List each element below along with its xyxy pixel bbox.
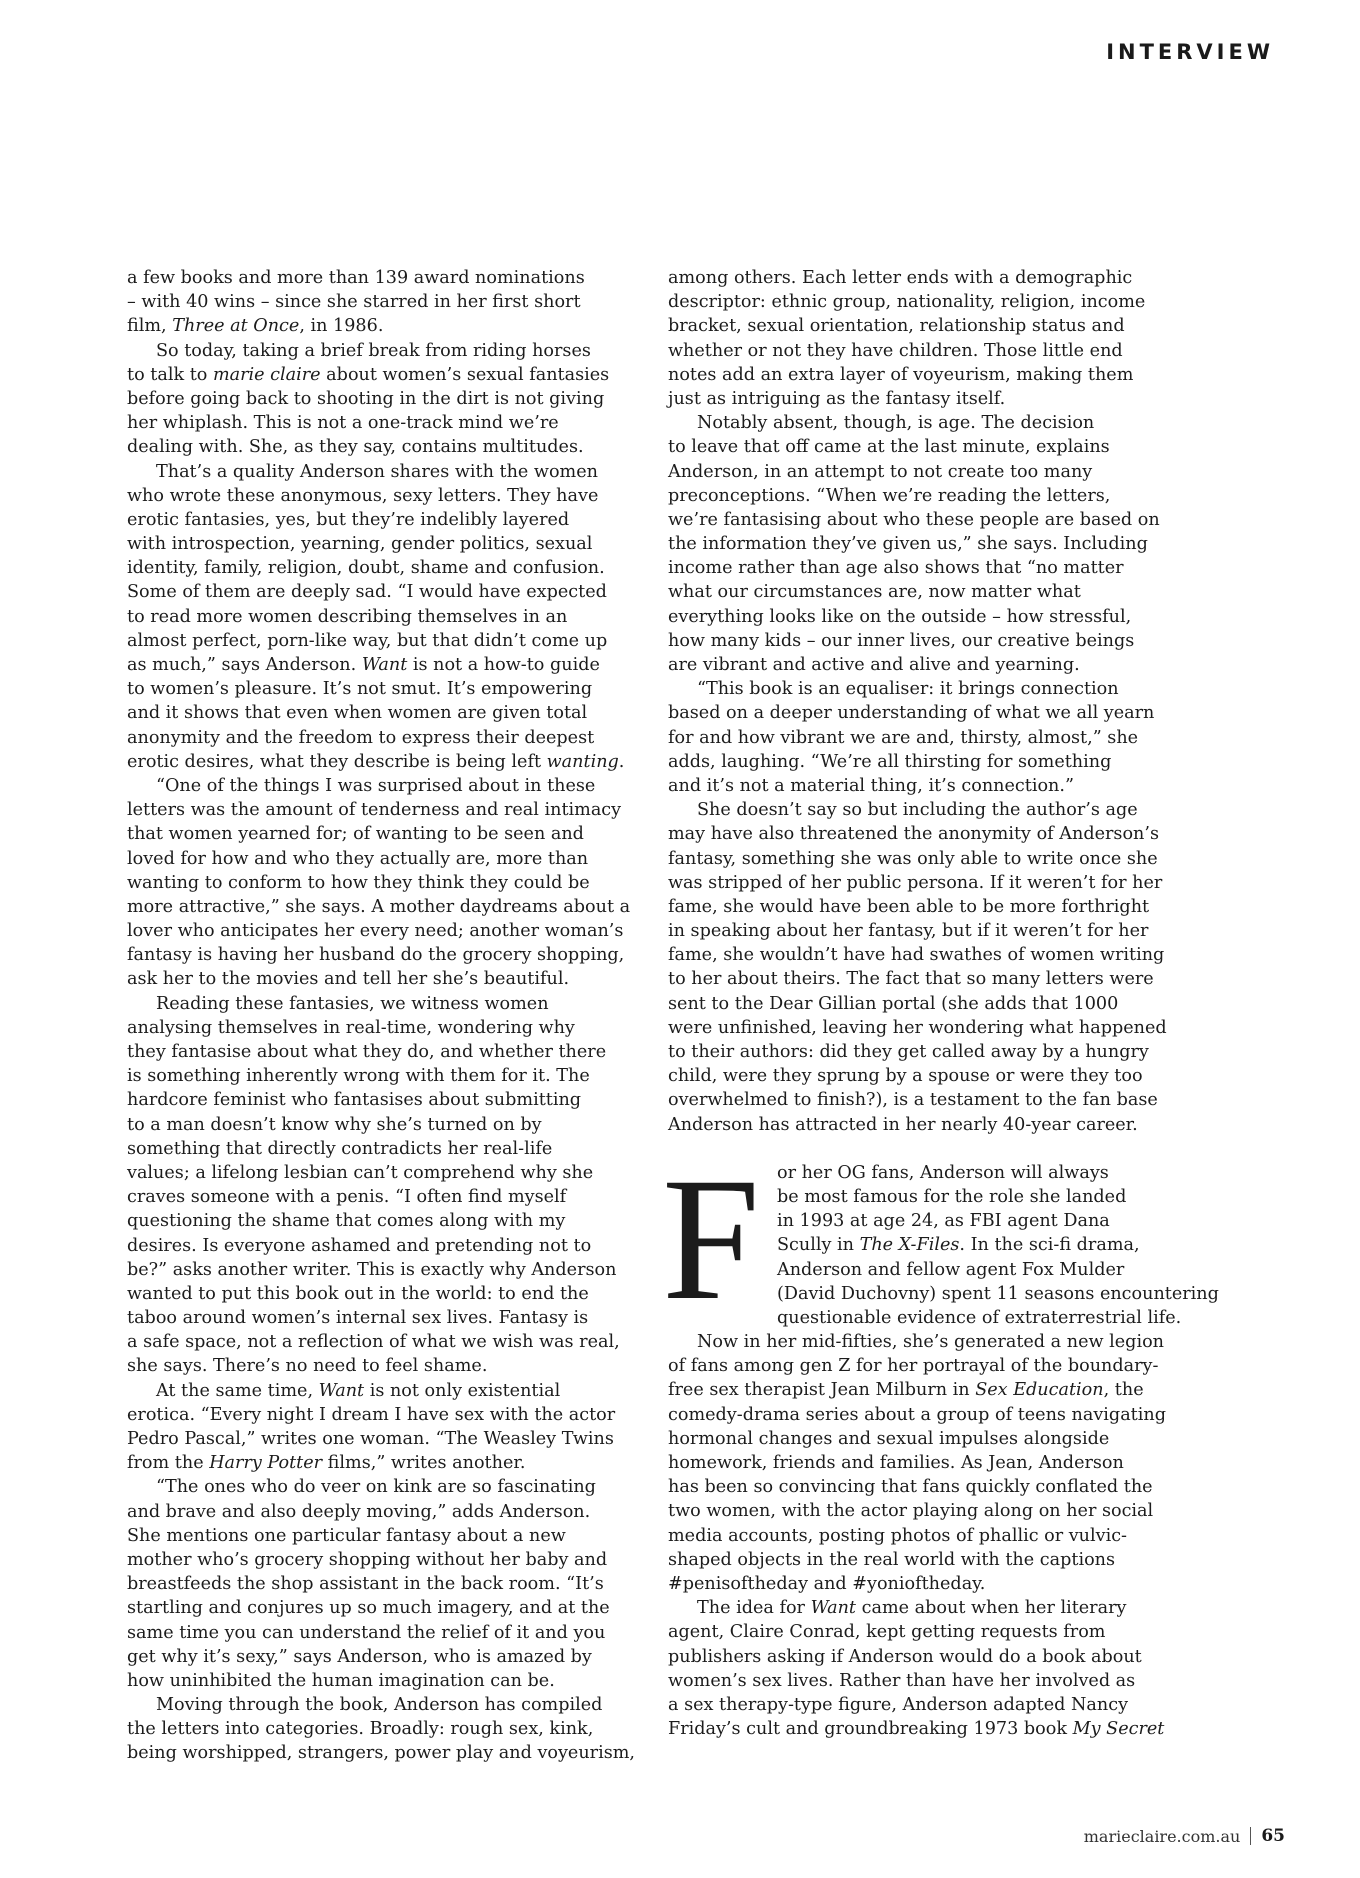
text-run: questionable evidence of extraterrestrial life. <box>777 1307 1182 1328</box>
text-line <box>127 363 640 387</box>
text-line <box>668 1016 1190 1040</box>
text-line <box>127 1524 640 1548</box>
text-run: is not a how-to guide <box>407 655 600 675</box>
text-line <box>127 605 640 629</box>
text-line <box>127 653 640 677</box>
text-run: be?” asks another writer. This is exactly why Anderson <box>127 1259 617 1280</box>
paragraph <box>127 1475 640 1693</box>
text-run: income rather than age also shows that “no matter <box>668 558 1124 579</box>
text-run: Moving through the book, Anderson has compiled <box>156 1695 603 1716</box>
text-run: is not only existential <box>364 1380 561 1401</box>
text-line <box>668 363 1190 387</box>
text-run: before going back to shooting in the dirt is not giving <box>127 388 605 409</box>
text-run: craves someone with a penis. “I often find myself <box>127 1187 567 1208</box>
text-line <box>127 1693 640 1717</box>
paragraph <box>668 266 1190 411</box>
text-run: something that directly contradicts her real-life <box>127 1138 553 1159</box>
text-run: . <box>618 751 625 772</box>
text-run: , in 1986. <box>299 316 384 337</box>
text-run: everything looks like on the outside – how stressful, <box>668 606 1132 627</box>
text-run: same time you can understand the relief of it and you <box>127 1622 606 1643</box>
text-run: she says. There’s no need to feel shame. <box>127 1356 488 1377</box>
text-run: letters was the amount of tenderness and real intimacy <box>127 800 622 821</box>
text-run: Now in her mid-fifties, she’s generated a new legion <box>697 1332 1164 1353</box>
text-line <box>668 556 1190 580</box>
text-line <box>668 1572 1190 1596</box>
text-run: who wrote these anonymous, sexy letters. They have <box>127 485 599 506</box>
text-line <box>127 798 640 822</box>
text-run: She doesn’t say so but including the author’s age <box>697 800 1138 821</box>
text-run: startling and conjures up so much imagery, and at the <box>127 1598 610 1619</box>
text-run: about women’s sexual fantasies <box>320 364 610 385</box>
text-line <box>668 580 1190 604</box>
text-run: mother who’s grocery shopping without her baby and <box>127 1549 608 1570</box>
text-line <box>127 1500 640 1524</box>
text-run: to women’s pleasure. It’s not smut. It’s empowering <box>127 679 593 700</box>
text-line <box>127 1282 640 1306</box>
text-line <box>668 532 1190 556</box>
italic-text: My Secret <box>1072 1719 1165 1740</box>
text-run: media accounts, posting photos of phallic or vulvic- <box>668 1525 1128 1546</box>
text-line <box>127 919 640 943</box>
text-line <box>668 435 1190 459</box>
text-line <box>668 1403 1190 1427</box>
paragraph <box>127 992 640 1379</box>
text-line <box>127 701 640 725</box>
text-line <box>668 605 1190 629</box>
text-run: in 1993 at age 24, as FBI agent Dana <box>777 1211 1110 1232</box>
text-line <box>127 580 640 604</box>
text-run: preconceptions. “When we’re reading the letters, <box>668 485 1111 506</box>
text-line <box>668 1524 1190 1548</box>
text-line <box>127 1621 640 1645</box>
text-run: fantasy, something she was only able to write once she <box>668 848 1158 869</box>
text-line <box>127 339 640 363</box>
text-line <box>127 943 640 967</box>
drop-cap-block <box>662 1141 1219 1337</box>
text-run: overwhelmed to finish?), is a testament to the fan base <box>668 1090 1158 1111</box>
text-line <box>127 1572 640 1596</box>
italic-text: marie claire <box>212 364 321 385</box>
text-line <box>127 774 640 798</box>
text-run: and it shows that even when women are given total <box>127 703 588 724</box>
text-line <box>127 1137 640 1161</box>
text-run: fantasy is having her husband do the grocery shopping, <box>127 945 625 966</box>
paragraph <box>668 677 1190 798</box>
text-line <box>127 1113 640 1137</box>
text-run: sent to the Dear Gillian portal (she adds that 1000 <box>668 993 1119 1014</box>
text-line <box>668 1113 1190 1137</box>
text-run: fame, she wouldn’t have had swathes of women writing <box>668 945 1165 966</box>
text-line <box>127 1669 640 1693</box>
text-line <box>668 726 1190 750</box>
text-line <box>668 871 1190 895</box>
text-run: publishers asking if Anderson would do a book about <box>668 1646 1142 1667</box>
text-run: how many kids – our inner lives, our creative beings <box>668 630 1135 651</box>
text-run: (David Duchovny) spent 11 seasons encountering <box>777 1283 1219 1304</box>
paragraph <box>668 411 1190 677</box>
text-run: agent, Claire Conrad, kept getting requests from <box>668 1622 1106 1643</box>
text-run: homework, friends and families. As Jean, Anderson <box>668 1453 1124 1473</box>
paragraph <box>127 266 640 339</box>
text-line <box>127 314 640 338</box>
text-run: is something inherently wrong with them for it. The <box>127 1066 590 1087</box>
text-line <box>668 750 1190 774</box>
text-run: That’s a quality Anderson shares with the women <box>156 461 598 482</box>
text-run: a few books and more than 139 award nominations <box>127 268 585 288</box>
text-line <box>127 1306 640 1330</box>
text-run: the letters into categories. Broadly: rough sex, kink, <box>127 1719 594 1740</box>
text-line <box>127 1451 640 1475</box>
text-run: and brave and also deeply moving,” adds Anderson. <box>127 1501 591 1522</box>
text-line <box>668 1354 1190 1378</box>
text-line <box>668 339 1190 363</box>
text-line <box>127 967 640 991</box>
text-run: questioning the shame that comes along with my <box>127 1211 566 1232</box>
text-run: in speaking about her fantasy, but if it weren’t for her <box>668 921 1149 942</box>
text-line <box>127 1209 640 1233</box>
text-run: came about when her literary <box>856 1598 1127 1619</box>
paragraph <box>668 798 1190 1137</box>
footer-site: marieclaire.com.au <box>1083 1826 1241 1846</box>
text-line <box>127 1016 640 1040</box>
text-line <box>668 411 1190 435</box>
text-run: The idea for <box>697 1598 811 1619</box>
text-line <box>668 290 1190 314</box>
text-run: child, were they sprung by a spouse or were they too <box>668 1066 1143 1087</box>
text-run: to leave that off came at the last minute, explains <box>668 437 1110 458</box>
italic-text: The X-Files <box>859 1235 960 1256</box>
text-line <box>127 1161 640 1185</box>
text-line <box>127 508 640 532</box>
text-run: to a man doesn’t know why she’s turned on by <box>127 1114 542 1135</box>
text-run: Friday’s cult and groundbreaking 1973 book <box>668 1719 1073 1740</box>
text-run: loved for how and who they actually are, more than <box>127 848 589 869</box>
text-line <box>668 1499 1190 1523</box>
text-run: Anderson, in an attempt to not create too many <box>668 461 1093 482</box>
text-line <box>127 992 640 1016</box>
text-line <box>668 992 1190 1016</box>
text-run: among others. Each letter ends with a demographic <box>668 268 1133 288</box>
text-run: or her OG fans, Anderson will always <box>777 1162 1109 1183</box>
drop-cap-letter: F <box>662 1141 760 1337</box>
text-run: a safe space, not a reflection of what we wish was real, <box>127 1332 620 1353</box>
text-run: to her about theirs. The fact that so many letters were <box>668 969 1154 990</box>
page-number: 65 <box>1261 1826 1285 1846</box>
text-line <box>668 653 1190 677</box>
text-line <box>668 1088 1190 1112</box>
text-line <box>668 822 1190 846</box>
text-run: her whiplash. This is not a one-track mind we’re <box>127 413 559 434</box>
text-run: , the <box>1103 1380 1144 1401</box>
text-run: and it’s not a material thing, it’s connection.” <box>668 775 1074 796</box>
text-line <box>127 1403 640 1427</box>
text-run: film, <box>127 316 173 337</box>
paragraph <box>668 1330 1190 1596</box>
text-run: At the same time, <box>156 1380 319 1401</box>
text-run: being worshipped, strangers, power play and voyeurism, <box>127 1743 636 1764</box>
text-run: notes add an extra layer of voyeurism, making them <box>668 364 1134 385</box>
text-run: erotic fantasies, yes, but they’re indelibly layered <box>127 509 570 530</box>
text-run: they fantasise about what they do, and whether there <box>127 1042 607 1062</box>
text-line <box>668 460 1190 484</box>
text-line <box>668 919 1190 943</box>
text-run: with introspection, yearning, gender politics, sexual <box>127 534 593 555</box>
text-line <box>127 726 640 750</box>
text-run: comedy-drama series about a group of teens navigating <box>668 1404 1166 1425</box>
text-run: shaped objects in the real world with the captions <box>668 1549 1116 1570</box>
text-run: “The ones who do veer on kink are so fascinating <box>156 1477 596 1498</box>
text-run: fame, she would have been able to be more forthright <box>668 896 1150 917</box>
text-run: . In the sci-fi drama, <box>959 1235 1140 1256</box>
text-run: the information they’ve given us,” she says. Including <box>668 534 1148 555</box>
text-run: “This book is an equaliser: it brings connection <box>697 679 1119 700</box>
text-line <box>668 1548 1190 1572</box>
text-line <box>127 1717 640 1741</box>
paragraph <box>127 1379 640 1476</box>
text-line <box>127 435 640 459</box>
text-line <box>668 1693 1190 1717</box>
text-run: Anderson and fellow agent Fox Mulder <box>777 1259 1125 1280</box>
text-line <box>668 943 1190 967</box>
text-line <box>668 1669 1190 1693</box>
text-line <box>127 1330 640 1354</box>
text-run: hormonal changes and sexual impulses alongside <box>668 1428 1110 1449</box>
text-run: So today, taking a brief break from riding horses <box>156 340 591 361</box>
section-label: INTERVIEW <box>1106 40 1274 64</box>
italic-text: Want <box>361 655 408 675</box>
text-run: adds, laughing. “We’re all thirsting for something <box>668 751 1112 772</box>
text-line <box>668 508 1190 532</box>
text-run: was stripped of her public persona. If it weren’t for her <box>668 872 1163 893</box>
text-line <box>127 1040 640 1064</box>
text-line <box>668 1475 1190 1499</box>
text-line <box>127 871 640 895</box>
text-line <box>668 266 1190 290</box>
text-run: what our circumstances are, now matter what <box>668 582 1081 603</box>
text-line <box>127 1234 640 1258</box>
text-line <box>127 484 640 508</box>
text-run: #penisoftheday and #yonioftheday. <box>668 1573 986 1594</box>
paragraph <box>127 774 640 992</box>
text-run: She mentions one particular fantasy about a new <box>127 1525 566 1546</box>
text-line <box>127 677 640 701</box>
text-run: a sex therapy-type figure, Anderson adapted Nancy <box>668 1694 1129 1715</box>
text-line <box>668 629 1190 653</box>
italic-text: Sex Education <box>975 1380 1104 1401</box>
paragraph <box>127 1693 640 1766</box>
text-line <box>127 1185 640 1209</box>
text-run: of fans among gen Z for her portrayal of the boundary- <box>668 1356 1159 1377</box>
text-line <box>127 1427 640 1451</box>
text-line <box>127 629 640 653</box>
text-line <box>127 1088 640 1112</box>
text-run: Reading these fantasies, we witness women <box>156 993 549 1014</box>
text-run: erotica. “Every night I dream I have sex with the actor <box>127 1404 616 1425</box>
text-line <box>668 1064 1190 1088</box>
text-run: just as intriguing as the fantasy itself. <box>668 388 1006 409</box>
italic-text: Want <box>810 1598 857 1619</box>
article-column-right <box>662 266 1219 1741</box>
text-run: “One of the things I was surprised about in these <box>156 775 596 796</box>
text-run: from the <box>127 1453 210 1474</box>
text-run: were unfinished, leaving her wondering what happened <box>668 1017 1167 1038</box>
italic-text: Harry Potter <box>209 1453 323 1474</box>
text-line <box>127 266 640 290</box>
text-run: has been so convincing that fans quickly conflated the <box>668 1477 1153 1498</box>
paragraph <box>127 339 640 460</box>
page-footer <box>1084 1826 1285 1846</box>
text-line <box>668 314 1190 338</box>
text-run: anonymity and the freedom to express their deepest <box>127 727 595 748</box>
article-column-left <box>127 266 640 1766</box>
text-line <box>127 1741 640 1765</box>
text-line <box>668 774 1190 798</box>
text-run: that women yearned for; of wanting to be seen and <box>127 824 584 845</box>
text-run: films,” writes another. <box>322 1453 526 1474</box>
italic-text: wanting <box>546 751 619 772</box>
text-line <box>127 847 640 871</box>
text-run: for and how vibrant we are and, thirsty, almost,” she <box>668 727 1139 748</box>
text-run: desires. Is everyone ashamed and pretending not to <box>127 1235 592 1256</box>
text-run: – with 40 wins – since she starred in her first short <box>127 292 581 313</box>
text-run: get why it’s sexy,” says Anderson, who is amazed by <box>127 1646 592 1667</box>
text-line <box>668 967 1190 991</box>
text-line <box>668 701 1190 725</box>
text-run: bracket, sexual orientation, relationship status and <box>668 316 1125 337</box>
text-run: lover who anticipates her every need; another woman’s <box>127 921 624 942</box>
text-run: erotic desires, what they describe is being left <box>127 751 547 772</box>
text-run: as much,” says Anderson. <box>127 655 362 675</box>
text-line <box>127 460 640 484</box>
text-line <box>668 387 1190 411</box>
text-line <box>668 1427 1190 1451</box>
footer-divider <box>1250 1827 1251 1845</box>
italic-text: Three at Once <box>172 316 300 337</box>
text-line <box>668 1645 1190 1669</box>
text-run: identity, family, religion, doubt, shame and confusion. <box>127 558 605 579</box>
text-run: two women, with the actor playing along on her social <box>668 1501 1154 1522</box>
text-line <box>668 798 1190 822</box>
text-run: to talk to <box>127 364 213 385</box>
text-line <box>127 532 640 556</box>
text-line <box>668 1620 1190 1644</box>
text-line <box>127 1475 640 1499</box>
text-line <box>668 1378 1190 1402</box>
text-line <box>127 1645 640 1669</box>
text-line <box>668 484 1190 508</box>
text-run: based on a deeper understanding of what we all yearn <box>668 703 1155 724</box>
text-run: to their authors: did they get called away by a hungry <box>668 1042 1149 1062</box>
text-run: breastfeeds the shop assistant in the back room. “It’s <box>127 1574 604 1595</box>
text-run: analysing themselves in real-time, wondering why <box>127 1017 575 1038</box>
text-line <box>127 290 640 314</box>
text-run: ask her to the movies and tell her she’s beautiful. <box>127 969 570 990</box>
text-line <box>127 1354 640 1378</box>
text-line <box>127 1596 640 1620</box>
text-line <box>127 411 640 435</box>
text-run: women’s sex lives. Rather than have her involved as <box>668 1670 1136 1691</box>
text-run: Some of them are deeply sad. “I would have expected <box>127 582 607 603</box>
text-line <box>668 677 1190 701</box>
text-line <box>668 847 1190 871</box>
text-run: to read more women describing themselves in an <box>127 606 568 627</box>
text-line <box>127 1258 640 1282</box>
paragraph <box>668 1596 1190 1741</box>
text-line <box>127 387 640 411</box>
paragraph <box>127 460 640 774</box>
text-line <box>127 556 640 580</box>
italic-text: Want <box>318 1380 365 1401</box>
text-line <box>127 1379 640 1403</box>
text-line <box>668 1717 1190 1741</box>
text-run: hardcore feminist who fantasises about submitting <box>127 1090 582 1111</box>
text-run: whether or not they have children. Those little end <box>668 340 1123 361</box>
text-line <box>127 750 640 774</box>
text-line <box>668 1040 1190 1064</box>
text-run: Anderson has attracted in her nearly 40-year career. <box>668 1114 1138 1135</box>
text-run: taboo around women’s internal sex lives. Fantasy is <box>127 1308 589 1329</box>
text-run: Notably absent, though, is age. The decision <box>697 413 1095 434</box>
text-line <box>668 1596 1190 1620</box>
text-run: we’re fantasising about who these people are based on <box>668 509 1160 530</box>
text-run: values; a lifelong lesbian can’t comprehend why she <box>127 1162 594 1183</box>
text-line <box>127 1548 640 1572</box>
text-run: may have also threatened the anonymity of Anderson’s <box>668 824 1159 845</box>
text-run: free sex therapist Jean Milburn in <box>668 1380 976 1401</box>
text-line <box>127 822 640 846</box>
text-run: more attractive,” she says. A mother daydreams about a <box>127 896 631 917</box>
text-run: are vibrant and active and alive and yearning. <box>668 655 1080 675</box>
text-run: descriptor: ethnic group, nationality, religion, income <box>668 292 1146 313</box>
text-run: wanted to put this book out in the world: to end the <box>127 1283 589 1304</box>
text-line <box>668 1330 1190 1354</box>
text-run: almost perfect, porn-like way, but that didn’t come up <box>127 630 608 651</box>
text-line <box>668 895 1190 919</box>
text-line <box>668 1451 1190 1475</box>
text-line <box>127 895 640 919</box>
text-run: Pedro Pascal,” writes one woman. “The Weasley Twins <box>127 1429 614 1449</box>
text-run: how uninhibited the human imagination can be. <box>127 1670 555 1691</box>
text-run: Scully in <box>777 1235 860 1256</box>
text-run: wanting to conform to how they think they could be <box>127 872 590 893</box>
text-run: dealing with. She, as they say, contains multitudes. <box>127 437 584 458</box>
text-line <box>127 1064 640 1088</box>
text-run: be most famous for the role she landed <box>777 1186 1127 1207</box>
